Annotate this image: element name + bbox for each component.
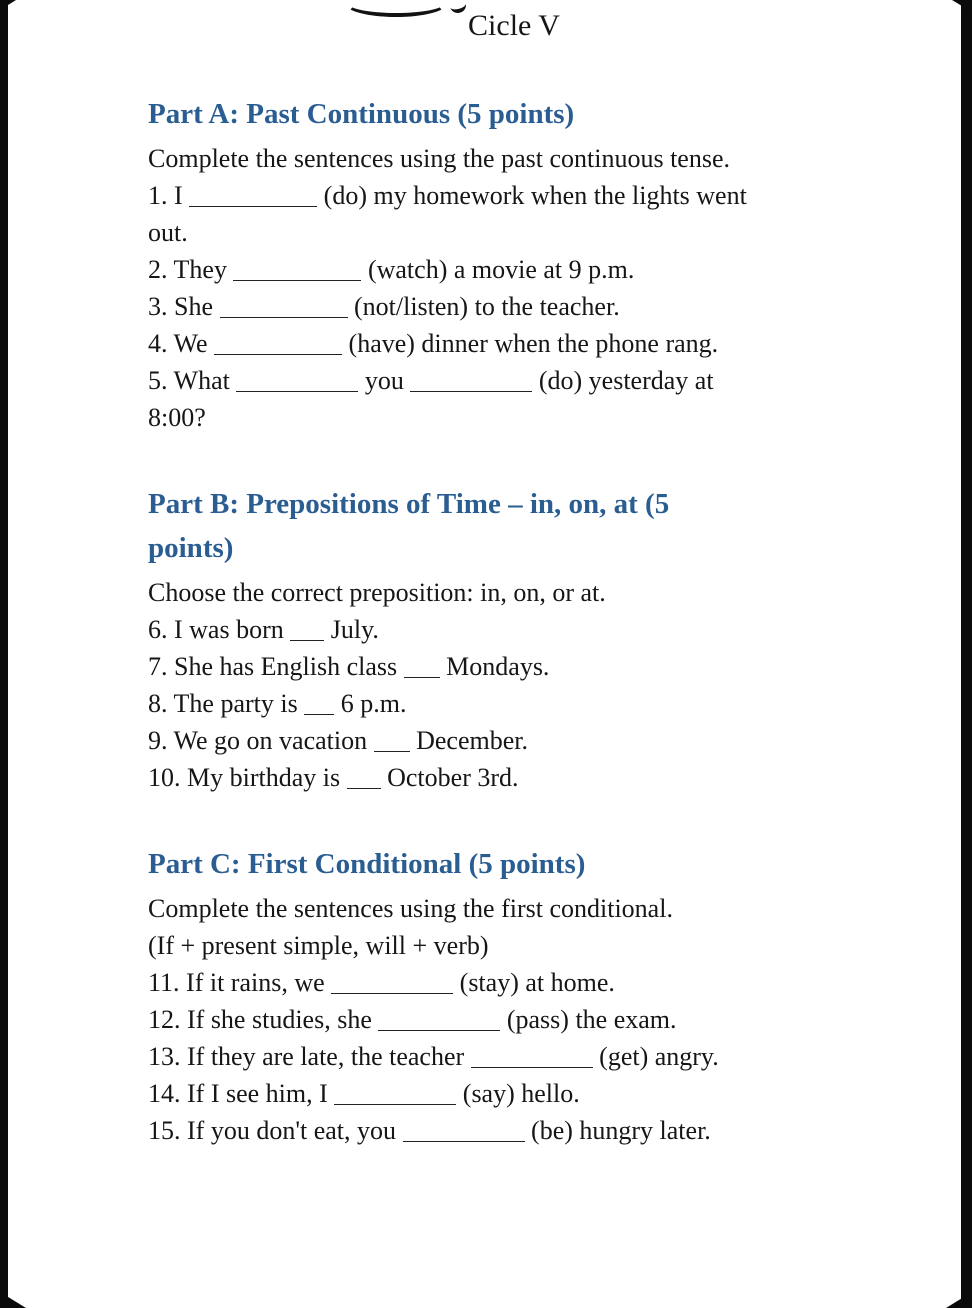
exercise-item	[148, 177, 880, 251]
instruction-line: Complete the sentences using the past continuous tense.	[148, 144, 730, 173]
photo-corner-top-left	[0, 0, 16, 10]
item-text: you	[358, 366, 411, 395]
section-heading-line: points)	[148, 532, 234, 564]
exercise-item	[148, 1075, 880, 1112]
instruction-line: (If + present simple, will + verb)	[148, 931, 489, 960]
blank-line	[347, 772, 381, 789]
worksheet-body	[148, 92, 880, 1149]
item-text: 6 p.m.	[334, 689, 407, 718]
exercise-item	[148, 288, 880, 325]
item-text: 4. We	[148, 329, 215, 358]
exercise-item	[148, 611, 880, 648]
section-part-a	[148, 92, 880, 436]
item-text: 14. If I see him, I	[148, 1079, 335, 1108]
item-text: 8. The party is	[148, 689, 305, 718]
blank-line	[331, 977, 453, 994]
exercise-item	[148, 1038, 880, 1075]
item-text: (have) dinner when the phone rang.	[342, 329, 719, 358]
item-text: Mondays.	[439, 652, 550, 681]
item-text: (be) hungry later.	[524, 1116, 711, 1145]
item-text: October 3rd.	[380, 763, 519, 792]
section-part-b	[148, 482, 880, 796]
blank-line	[403, 1125, 525, 1142]
item-text: 12. If she studies, she	[148, 1005, 379, 1034]
blank-line	[378, 1014, 500, 1031]
exercise-item	[148, 1112, 880, 1149]
item-text: December.	[409, 726, 528, 755]
item-text: 10. My birthday is	[148, 763, 347, 792]
blank-line	[334, 1088, 456, 1105]
item-text: 5. What	[148, 366, 237, 395]
item-text: (say) hello.	[456, 1079, 580, 1108]
item-text: 13. If they are late, the teacher	[148, 1042, 471, 1071]
blank-line	[214, 338, 342, 355]
exercise-item	[148, 722, 880, 759]
blank-line	[304, 698, 334, 715]
instruction-line: Choose the correct preposition: in, on, or at.	[148, 578, 606, 607]
blank-line	[189, 190, 317, 207]
exercise-item	[148, 964, 880, 1001]
item-text: July.	[324, 615, 379, 644]
blank-line	[220, 301, 348, 318]
item-text: (not/listen) to the teacher.	[347, 292, 620, 321]
item-text: (get) angry.	[592, 1042, 719, 1071]
item-text: 6. I was born	[148, 615, 291, 644]
exercise-item	[148, 362, 880, 436]
instruction-line: Complete the sentences using the first conditional.	[148, 894, 673, 923]
item-text: (do) yesterday at	[532, 366, 714, 395]
exercise-item	[148, 251, 880, 288]
blank-line	[233, 264, 361, 281]
item-text: out.	[148, 218, 188, 247]
section-part-c	[148, 842, 880, 1149]
section-heading	[148, 482, 880, 570]
section-heading-line: Part B: Prepositions of Time – in, on, at (5	[148, 488, 670, 520]
exercise-item	[148, 1001, 880, 1038]
section-heading	[148, 842, 880, 886]
section-heading-line: Part C: First Conditional (5 points)	[148, 848, 586, 880]
exercise-item	[148, 648, 880, 685]
item-text: 2. They	[148, 255, 234, 284]
exercise-item	[148, 685, 880, 722]
blank-line	[471, 1051, 593, 1068]
exercise-item	[148, 325, 880, 362]
item-text: 7. She has English class	[148, 652, 404, 681]
item-text: 3. She	[148, 292, 220, 321]
item-text: 15. If you don't eat, you	[148, 1116, 403, 1145]
photo-edge-left	[0, 0, 8, 1308]
item-text: 11. If it rains, we	[148, 968, 332, 997]
item-text: 8:00?	[148, 403, 206, 432]
worksheet-content	[148, 0, 880, 1149]
blank-line	[410, 375, 532, 392]
page-title: Cicle V	[468, 9, 560, 42]
photo-corner-bottom-right	[946, 1292, 972, 1308]
photo-corner-bottom-left	[0, 1292, 26, 1308]
blank-line	[236, 375, 358, 392]
blank-line	[290, 624, 324, 641]
item-text: (stay) at home.	[453, 968, 615, 997]
item-text: (watch) a movie at 9 p.m.	[361, 255, 635, 284]
photo-edge-right	[961, 0, 972, 1308]
exercise-item	[148, 759, 880, 796]
item-text: (pass) the exam.	[500, 1005, 677, 1034]
section-heading-line: Part A: Past Continuous (5 points)	[148, 98, 575, 130]
item-text: 9. We go on vacation	[148, 726, 374, 755]
blank-line	[404, 661, 440, 678]
section-heading	[148, 92, 880, 136]
item-text: 1. I	[148, 181, 190, 210]
blank-line	[374, 735, 410, 752]
item-text: (do) my homework when the lights went	[317, 181, 747, 210]
